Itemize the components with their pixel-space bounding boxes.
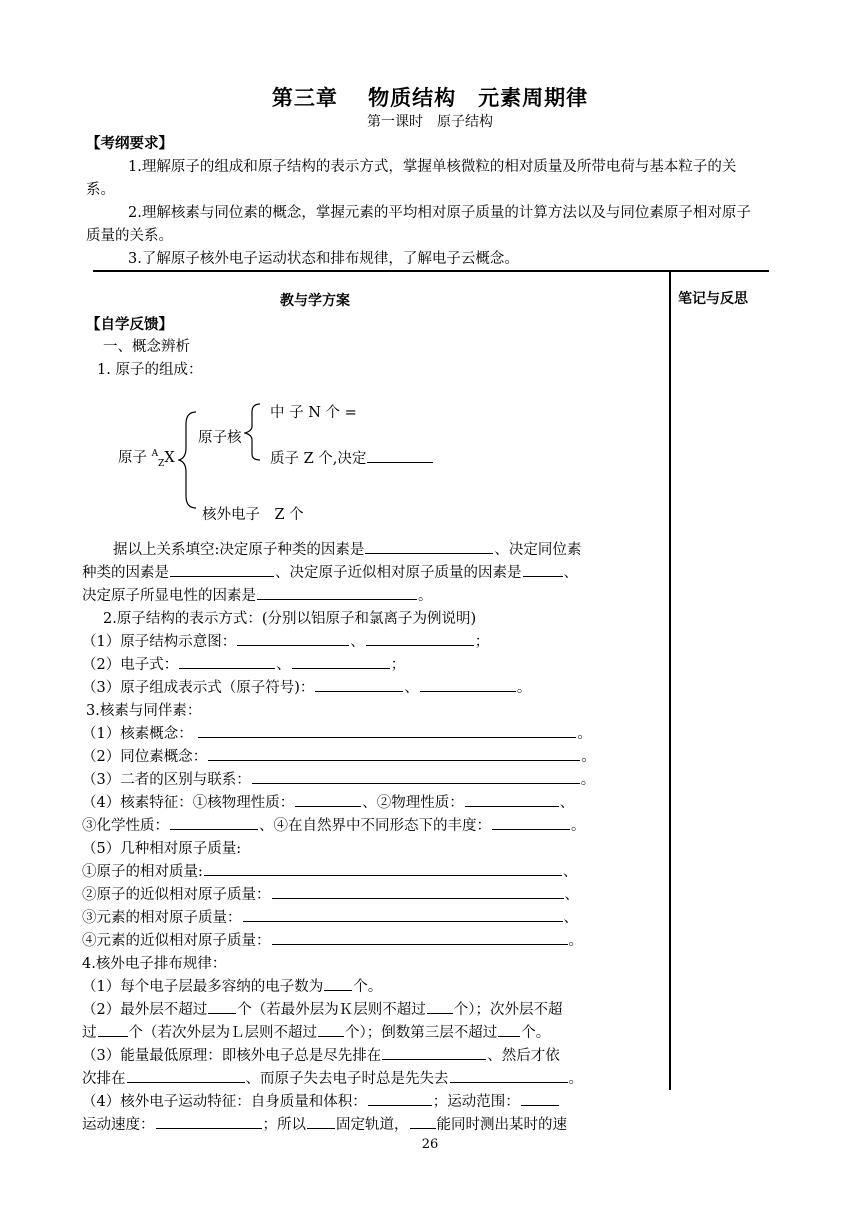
q4-4-label: （4）核外电子运动特征：自身质量和体积：	[82, 1094, 367, 1110]
blank-formula-al[interactable]	[179, 654, 275, 669]
blank-atom-type[interactable]	[365, 539, 493, 554]
q4-3-text: 、而原子失去电子时总是先失去	[245, 1071, 449, 1087]
syllabus-item-1-cont: 系。	[86, 182, 115, 198]
q4-rule-4-line1	[82, 1090, 560, 1111]
blank-outer-max[interactable]	[208, 999, 236, 1014]
blank-chemical-prop[interactable]	[170, 815, 258, 830]
fill-line-2	[82, 561, 578, 582]
question-electron-rules: 4.核外电子排布规律：	[82, 956, 227, 972]
atom-label	[118, 446, 175, 469]
q4-2-text: 个。	[521, 1025, 551, 1041]
q2-diagram: （1）原子结构示意图： 、 ；	[82, 630, 489, 651]
fill-text: 、决定原子近似相对原子质量的因素是	[275, 565, 522, 581]
blank-nuclide[interactable]	[198, 723, 576, 738]
q4-3-text: 。	[568, 1071, 583, 1087]
q3-difference: （3）二者的区别与联系： 。	[82, 768, 595, 789]
mass-number: A	[151, 449, 159, 460]
q4-3-text: 次排在	[82, 1071, 126, 1087]
syllabus-heading: 【考纲要求】	[86, 135, 173, 152]
question-atom-composition: 1. 原子的组成：	[97, 362, 203, 378]
blank-charge[interactable]	[257, 585, 417, 600]
q4-2-text: 个）；次外层不超	[453, 1002, 563, 1018]
notes-column-heading: 笔记与反思	[678, 291, 748, 307]
q3-mass-2: ②原子的近似相对原子质量： 、	[82, 883, 579, 904]
q3-5-2-label: ②原子的近似相对原子质量：	[82, 887, 271, 903]
q3-5-3-label: ③元素的相对原子质量：	[82, 910, 242, 926]
column-divider	[669, 271, 671, 1090]
q2-1-label: （1）原子结构示意图：	[82, 634, 237, 650]
blank-formula-cl[interactable]	[292, 654, 390, 669]
blank-difference[interactable]	[252, 769, 580, 784]
blank-next-layer[interactable]	[127, 1068, 245, 1083]
blank-second-max[interactable]	[98, 1022, 128, 1037]
fill-text: 种类的因素是	[82, 565, 169, 581]
q3-nuclide: （1）核素概念： 。	[82, 722, 592, 743]
question-nuclide: 3.核素与同伴素：	[86, 703, 202, 719]
q4-rule-2-line2	[82, 1021, 550, 1042]
question-representation: 2.原子结构的表示方式：(分别以铝原子和氯离子为例说明)	[103, 611, 477, 627]
blank-range[interactable]	[521, 1091, 559, 1106]
q3-mass-1: ①原子的相对质量: 、	[82, 860, 577, 881]
blank-lose-first[interactable]	[450, 1068, 568, 1083]
blank-first-layer[interactable]	[382, 1045, 486, 1060]
q3-mass-4: ④元素的近似相对原子质量： 。	[82, 929, 583, 950]
atom-prefix: 原子	[118, 450, 152, 466]
blank-mass-2[interactable]	[272, 884, 564, 899]
syllabus-item-1: 1.理解原子的组成和原子结构的表示方式，掌握单核微粒的相对质量及所带电荷与基本粒子的关	[128, 159, 737, 175]
q3-4-text: 、④在自然界中不同形态下的丰度：	[259, 818, 491, 834]
q4-rule-2-line1	[82, 998, 562, 1019]
element-symbol: X	[164, 450, 175, 466]
q2-electron-formula: （2）电子式： 、 ；	[82, 653, 405, 674]
blank-orbit[interactable]	[307, 1114, 335, 1129]
blank-mass-1[interactable]	[204, 861, 562, 876]
syllabus-item-2-cont: 质量的关系。	[86, 228, 173, 244]
q4-1-text: 个。	[353, 979, 383, 995]
q4-rule-4-line2	[82, 1113, 567, 1134]
q3-4-text: 、②物理性质：	[362, 795, 464, 811]
blank-l-max[interactable]	[318, 1022, 344, 1037]
q4-2-text: 个（若最外层为Ｋ层则不超过	[237, 1002, 426, 1018]
fill-line-3	[82, 584, 433, 605]
q3-features-line1: （4）核素特征：①核物理性质： 、②物理性质： 、	[82, 791, 574, 812]
syllabus-item-3: 3.了解原子核外电子运动状态和排布规律，了解电子云概念。	[128, 251, 519, 267]
proton-label	[270, 447, 434, 468]
blank-abundance[interactable]	[492, 815, 570, 830]
q3-isotope: （2）同位素概念： 。	[82, 745, 596, 766]
self-study-heading: 【自学反馈】	[86, 316, 173, 333]
fill-text: 决定原子所显电性的因素是	[82, 588, 256, 604]
q2-2-label: （2）电子式：	[82, 657, 179, 673]
blank-nuclear-prop[interactable]	[295, 792, 361, 807]
section-concepts: 一、概念辨析	[103, 339, 190, 355]
q2-3-label: （3）原子组成表示式（原子符号)：	[82, 680, 315, 696]
q4-2-text: 个）；倒数第三层不超过	[345, 1025, 498, 1041]
q3-5-4-label: ④元素的近似相对原子质量：	[82, 933, 271, 949]
chapter-title: 第三章 物质结构 元素周期律	[271, 85, 589, 110]
electron-label: 核外电子 Z 个	[202, 507, 304, 523]
blank-mass-4[interactable]	[272, 930, 568, 945]
q3-4-label: （4）核素特征：①核物理性质：	[82, 795, 295, 811]
blank-isotope[interactable]	[208, 746, 580, 761]
fill-text: 。	[418, 588, 433, 604]
proton-blank[interactable]	[367, 448, 433, 463]
q3-features-line2: ③化学性质： 、④在自然界中不同形态下的丰度： 。	[82, 814, 586, 835]
q3-2-label: （2）同位素概念：	[82, 749, 208, 765]
q3-3-label: （3）二者的区别与联系：	[82, 772, 251, 788]
q4-3-label: （3）能量最低原理：即核外电子总是尽先排在	[82, 1048, 382, 1064]
fill-text: 、	[563, 565, 578, 581]
main-column-heading: 教与学方案	[280, 293, 350, 309]
q3-1-label: （1）核素概念：	[82, 726, 193, 742]
syllabus-item-2: 2.理解核素与同位素的概念，掌握元素的平均相对原子质量的计算方法以及与同位素原子相对原子	[128, 205, 751, 221]
q4-4-text: 运动速度：	[82, 1117, 155, 1133]
inner-brace	[244, 402, 262, 462]
q4-2-text: 个（若次外层为Ｌ层则不超过	[128, 1025, 317, 1041]
q4-rule-1	[82, 975, 382, 996]
q3-relative-mass: （5）几种相对原子质量:	[82, 841, 242, 857]
q4-4-text: 能同时测出某时的速	[436, 1117, 567, 1133]
blank-symbol-al[interactable]	[315, 677, 403, 692]
fill-line-1	[113, 538, 581, 559]
q4-2-text: 过	[82, 1025, 97, 1041]
nucleus-label: 原子核	[198, 430, 242, 446]
q4-rule-3-line1	[82, 1044, 560, 1065]
q4-3-text: 、然后才依	[487, 1048, 560, 1064]
blank-mass-volume[interactable]	[368, 1091, 432, 1106]
page-number: 26	[421, 1137, 439, 1152]
section-divider	[93, 270, 769, 272]
q3-4-text: ③化学性质：	[82, 818, 169, 834]
atomic-number: Z	[158, 458, 165, 469]
blank-diagram-al[interactable]	[237, 631, 349, 646]
blank-speed[interactable]	[156, 1114, 262, 1129]
q4-4-text: 固定轨道，	[336, 1117, 409, 1133]
outer-brace	[178, 410, 198, 510]
blank-physical-prop[interactable]	[465, 792, 559, 807]
blank-mass-3[interactable]	[243, 907, 563, 922]
q4-2-label: （2）最外层不超过	[82, 1002, 208, 1018]
q4-1-label: （1）每个电子层最多容纳的电子数为	[82, 979, 324, 995]
blank-symbol-cl[interactable]	[420, 677, 516, 692]
blank-third-max[interactable]	[498, 1022, 520, 1037]
blank-approx-mass[interactable]	[523, 562, 563, 577]
blank-diagram-cl[interactable]	[366, 631, 474, 646]
q3-5-1-label: ①原子的相对质量:	[82, 864, 203, 880]
q4-rule-3-line2	[82, 1067, 583, 1088]
blank-max-electrons[interactable]	[324, 976, 352, 991]
blank-measure[interactable]	[410, 1114, 436, 1129]
q2-symbol: （3）原子组成表示式（原子符号)： 、 。	[82, 676, 531, 697]
q4-4-text: ；运动范围：	[432, 1094, 520, 1110]
q3-mass-3: ③元素的相对原子质量： 、	[82, 906, 578, 927]
fill-text: 据以上关系填空:决定原子种类的因素是	[113, 542, 365, 558]
lesson-subtitle: 第一课时 原子结构	[367, 114, 493, 130]
blank-isotope-type[interactable]	[170, 562, 274, 577]
blank-k-max[interactable]	[427, 999, 453, 1014]
fill-text: 、决定同位素	[494, 542, 582, 558]
q4-4-text: ；所以	[262, 1117, 306, 1133]
neutron-label: 中 子 N 个 =	[270, 405, 357, 421]
proton-text: 质子 Z 个,决定	[270, 451, 367, 467]
